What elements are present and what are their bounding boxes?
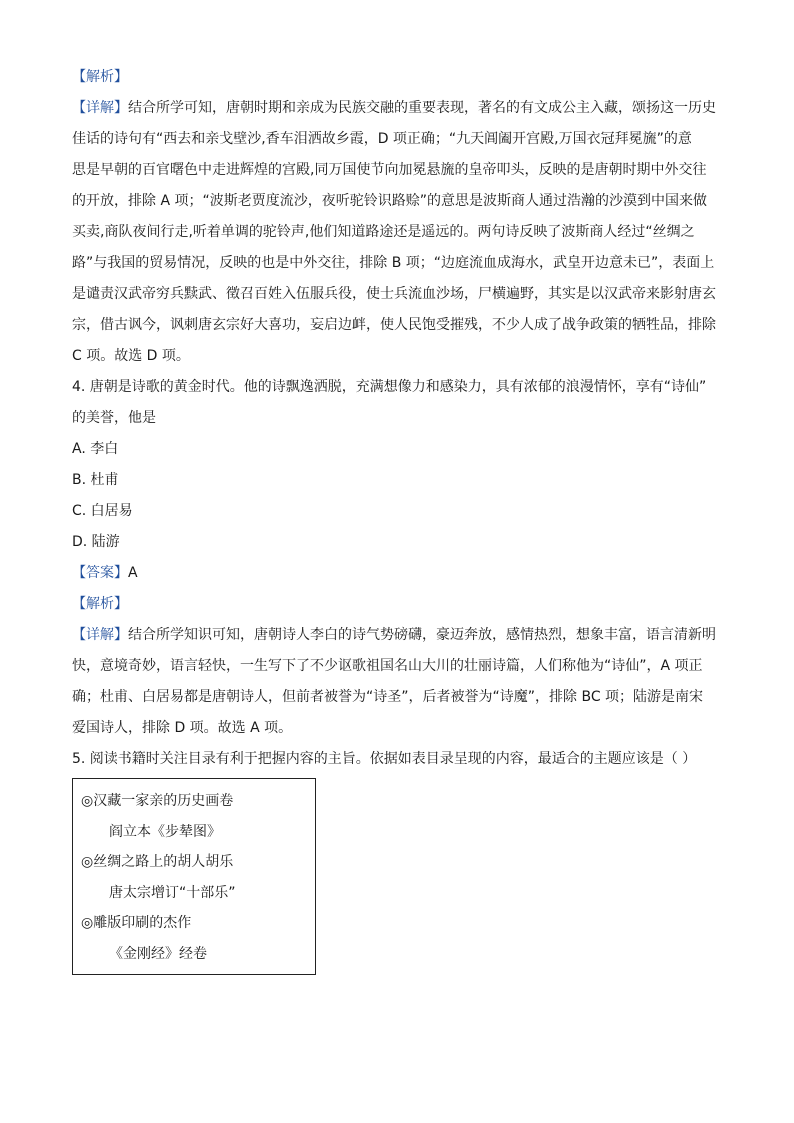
q4-answer-tag: 【答案】 (72, 565, 128, 581)
q3-detail-line-6: 路”与我国的贸易情况，反映的也是中外交往，排除 B 项；“边庭流血成海水，武皇开边意未已”，表面上 (72, 255, 715, 271)
q3-detail-line-7: 是谴责汉武帝穷兵黩武、徵召百姓入伍服兵役，使士兵流血沙场，尸横遍野，其实是以汉武帝来影射唐玄 (72, 286, 716, 302)
directory-heading-2: ◎丝绸之路上的胡人胡乐 (81, 854, 234, 870)
q4-detail-line-2: 快，意境奇妙，语言轻快，一生写下了不少讴歌祖国名山大川的壮丽诗篇，人们称他为“诗仙”，A 项正 (72, 658, 703, 674)
q4-detail-line-1 (72, 620, 722, 651)
q3-analysis-tag: 【解析】 (72, 69, 128, 85)
directory-entry-2: 唐太宗增订“十部乐” (109, 884, 236, 901)
q3-detail-text: 结合所学可知，唐朝时期和亲成为民族交融的重要表现，著名的有文成公主入藏，颂扬这一历史 (128, 100, 716, 116)
q4-option-c: C. 白居易 (72, 503, 133, 519)
q4-option-a: A. 李白 (72, 441, 119, 457)
directory-table (72, 778, 316, 975)
q4-answer (72, 558, 722, 589)
q4-option-d: D. 陆游 (72, 534, 120, 550)
q3-detail-line-1 (72, 93, 722, 124)
q3-detail-line-3: 思是早朝的百官曙色中走进辉煌的宫殿,同万国使节向加冕悬旒的皇帝叩头，反映的是唐朝时期中外交往 (72, 162, 707, 178)
q4-analysis-tag: 【解析】 (72, 596, 128, 612)
q3-detail-tag: 【详解】 (72, 100, 128, 116)
q4-stem-line-1: 4. 唐朝是诗歌的黄金时代。他的诗飘逸洒脱，充满想像力和感染力，具有浓郁的浪漫情怀，享有“诗仙” (72, 379, 707, 395)
q3-detail-line-2: 佳话的诗句有“西去和亲戈壁沙,香车泪洒故乡霞，D 项正确；“九天阊阖开宫殿,万国衣冠拜冕旒”的意 (72, 131, 692, 147)
q4-detail-text: 结合所学知识可知，唐朝诗人李白的诗气势磅礴，豪迈奔放，感情热烈，想象丰富，语言清新明 (128, 627, 716, 643)
q3-detail-line-4: 的开放，排除 A 项；“波斯老贾度流沙，夜听驼铃识路赊”的意思是波斯商人通过浩瀚的沙漠到中国来做 (72, 193, 707, 209)
q4-answer-value: A (128, 565, 138, 581)
document-page (72, 62, 722, 775)
q4-detail-tag: 【详解】 (72, 627, 128, 643)
directory-heading-1: ◎汉藏一家亲的历史画卷 (81, 793, 234, 809)
q4-detail-line-3: 确；杜甫、白居易都是唐朝诗人，但前者被誉为“诗圣”，后者被誉为“诗魔”，排除 BC 项；陆游是南宋 (72, 689, 704, 705)
directory-heading-3: ◎雕版印刷的杰作 (81, 915, 192, 931)
q3-detail-line-8: 宗，借古讽今，讽刺唐玄宗好大喜功，妄启边衅，使人民饱受摧残，不少人成了战争政策的牺牲品，排除 (72, 317, 716, 333)
directory-entry-3: 《金刚经》经卷 (109, 945, 207, 962)
q4-stem-line-2: 的美誉，他是 (72, 410, 156, 426)
q3-detail-line-9: C 项。故选 D 项。 (72, 348, 190, 364)
q5-stem: 5. 阅读书籍时关注目录有利于把握内容的主旨。依据如表目录呈现的内容，最适合的主题应该是（ ） (72, 751, 697, 767)
q4-option-b: B. 杜甫 (72, 472, 119, 488)
q3-detail-line-5: 买卖,商队夜间行走,听着单调的驼铃声,他们知道路途还是遥远的。两句诗反映了波斯商人经过“丝绸之 (72, 224, 695, 240)
directory-entry-1: 阎立本《步辇图》 (109, 823, 221, 840)
q4-detail-line-4: 爱国诗人，排除 D 项。故选 A 项。 (72, 720, 293, 736)
